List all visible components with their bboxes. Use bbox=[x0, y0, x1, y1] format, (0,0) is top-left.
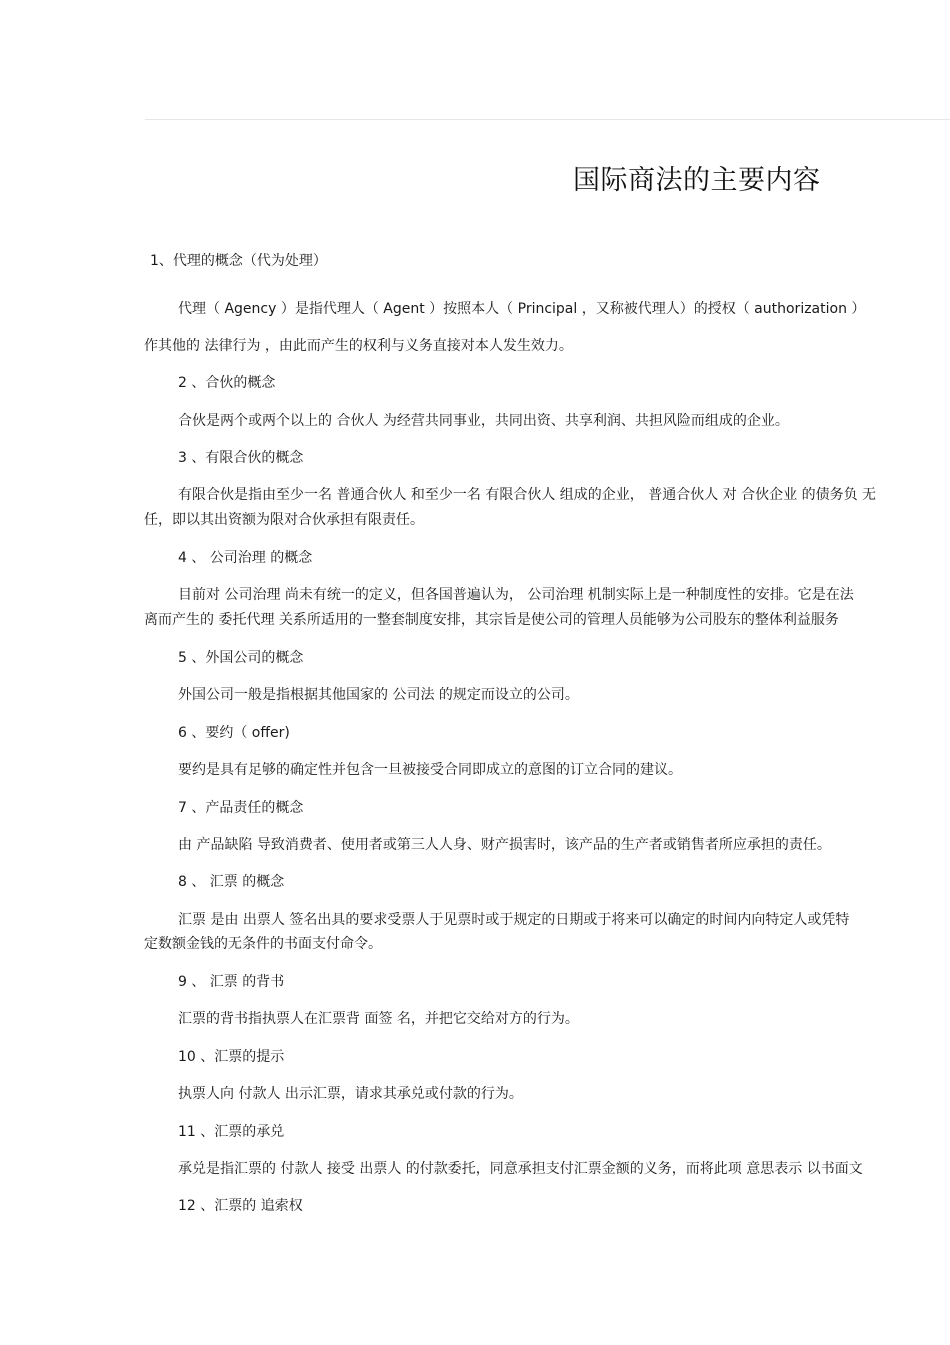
paragraph-line: 汇票 是由 出票人 签名出具的要求受票人于见票时或于规定的日期或于将来可以确定的时间内向特定人或凭特 bbox=[178, 912, 850, 928]
section-heading-7: 7 、产品责任的概念 bbox=[178, 800, 304, 816]
paragraph-line: 承兑是指汇票的 付款人 接受 出票人 的付款委托，同意承担支付汇票金额的义务，而将此项 意思表示 以书面文 bbox=[178, 1161, 863, 1177]
paragraph-line: 离而产生的 委托代理 关系所适用的一整套制度安排，其宗旨是使公司的管理人员能够为公司股东的整体利益服务 bbox=[144, 612, 839, 628]
document-title: 国际商法的主要内容 bbox=[573, 165, 821, 197]
section-heading-8: 8 、 汇票 的概念 bbox=[178, 874, 285, 890]
paragraph-line: 作其他的 法律行为 ，由此而产生的权利与义务直接对本人发生效力。 bbox=[144, 338, 573, 354]
section-heading-1: 1、代理的概念（代为处理） bbox=[150, 253, 327, 269]
top-divider bbox=[145, 119, 950, 120]
paragraph-line: 定数额金钱的无条件的书面支付命令。 bbox=[144, 936, 382, 952]
section-heading-5: 5 、外国公司的概念 bbox=[178, 650, 304, 666]
paragraph-line: 任，即以其出资额为限对合伙承担有限责任。 bbox=[144, 512, 424, 528]
section-heading-4: 4 、 公司治理 的概念 bbox=[178, 550, 313, 566]
paragraph-line: 代理（ Agency ）是指代理人（ Agent ）按照本人（ Principal ，又称被代理人）的授权（ authorization ） bbox=[178, 301, 866, 317]
paragraph-line: 有限合伙是指由至少一名 普通合伙人 和至少一名 有限合伙人 组成的企业， 普通合伙人 对 合伙企业 的债务负 无 bbox=[178, 487, 877, 503]
section-heading-6: 6 、要约（ offer) bbox=[178, 725, 290, 741]
paragraph-line: 要约是具有足够的确定性并包含一旦被接受合同即成立的意图的订立合同的建议。 bbox=[178, 762, 682, 778]
paragraph-line: 执票人向 付款人 出示汇票，请求其承兑或付款的行为。 bbox=[178, 1086, 523, 1102]
section-heading-2: 2 、合伙的概念 bbox=[178, 375, 276, 391]
section-heading-12: 12 、汇票的 追索权 bbox=[178, 1198, 303, 1214]
paragraph-line: 由 产品缺陷 导致消费者、使用者或第三人人身、财产损害时，该产品的生产者或销售者所应承担的责任。 bbox=[178, 837, 831, 853]
paragraph-line: 外国公司一般是指根据其他国家的 公司法 的规定而设立的公司。 bbox=[178, 687, 579, 703]
paragraph-line: 合伙是两个或两个以上的 合伙人 为经营共同事业，共同出资、共享利润、共担风险而组成的企业。 bbox=[178, 413, 789, 429]
paragraph-line: 汇票的背书指执票人在汇票背 面签 名，并把它交给对方的行为。 bbox=[178, 1011, 579, 1027]
section-heading-10: 10 、汇票的提示 bbox=[178, 1049, 285, 1065]
section-heading-3: 3 、有限合伙的概念 bbox=[178, 450, 304, 466]
section-heading-11: 11 、汇票的承兑 bbox=[178, 1124, 285, 1140]
section-heading-9: 9 、 汇票 的背书 bbox=[178, 974, 285, 990]
paragraph-line: 目前对 公司治理 尚未有统一的定义，但各国普遍认为， 公司治理 机制实际上是一种制度性的安排。它是在法 bbox=[178, 587, 854, 603]
